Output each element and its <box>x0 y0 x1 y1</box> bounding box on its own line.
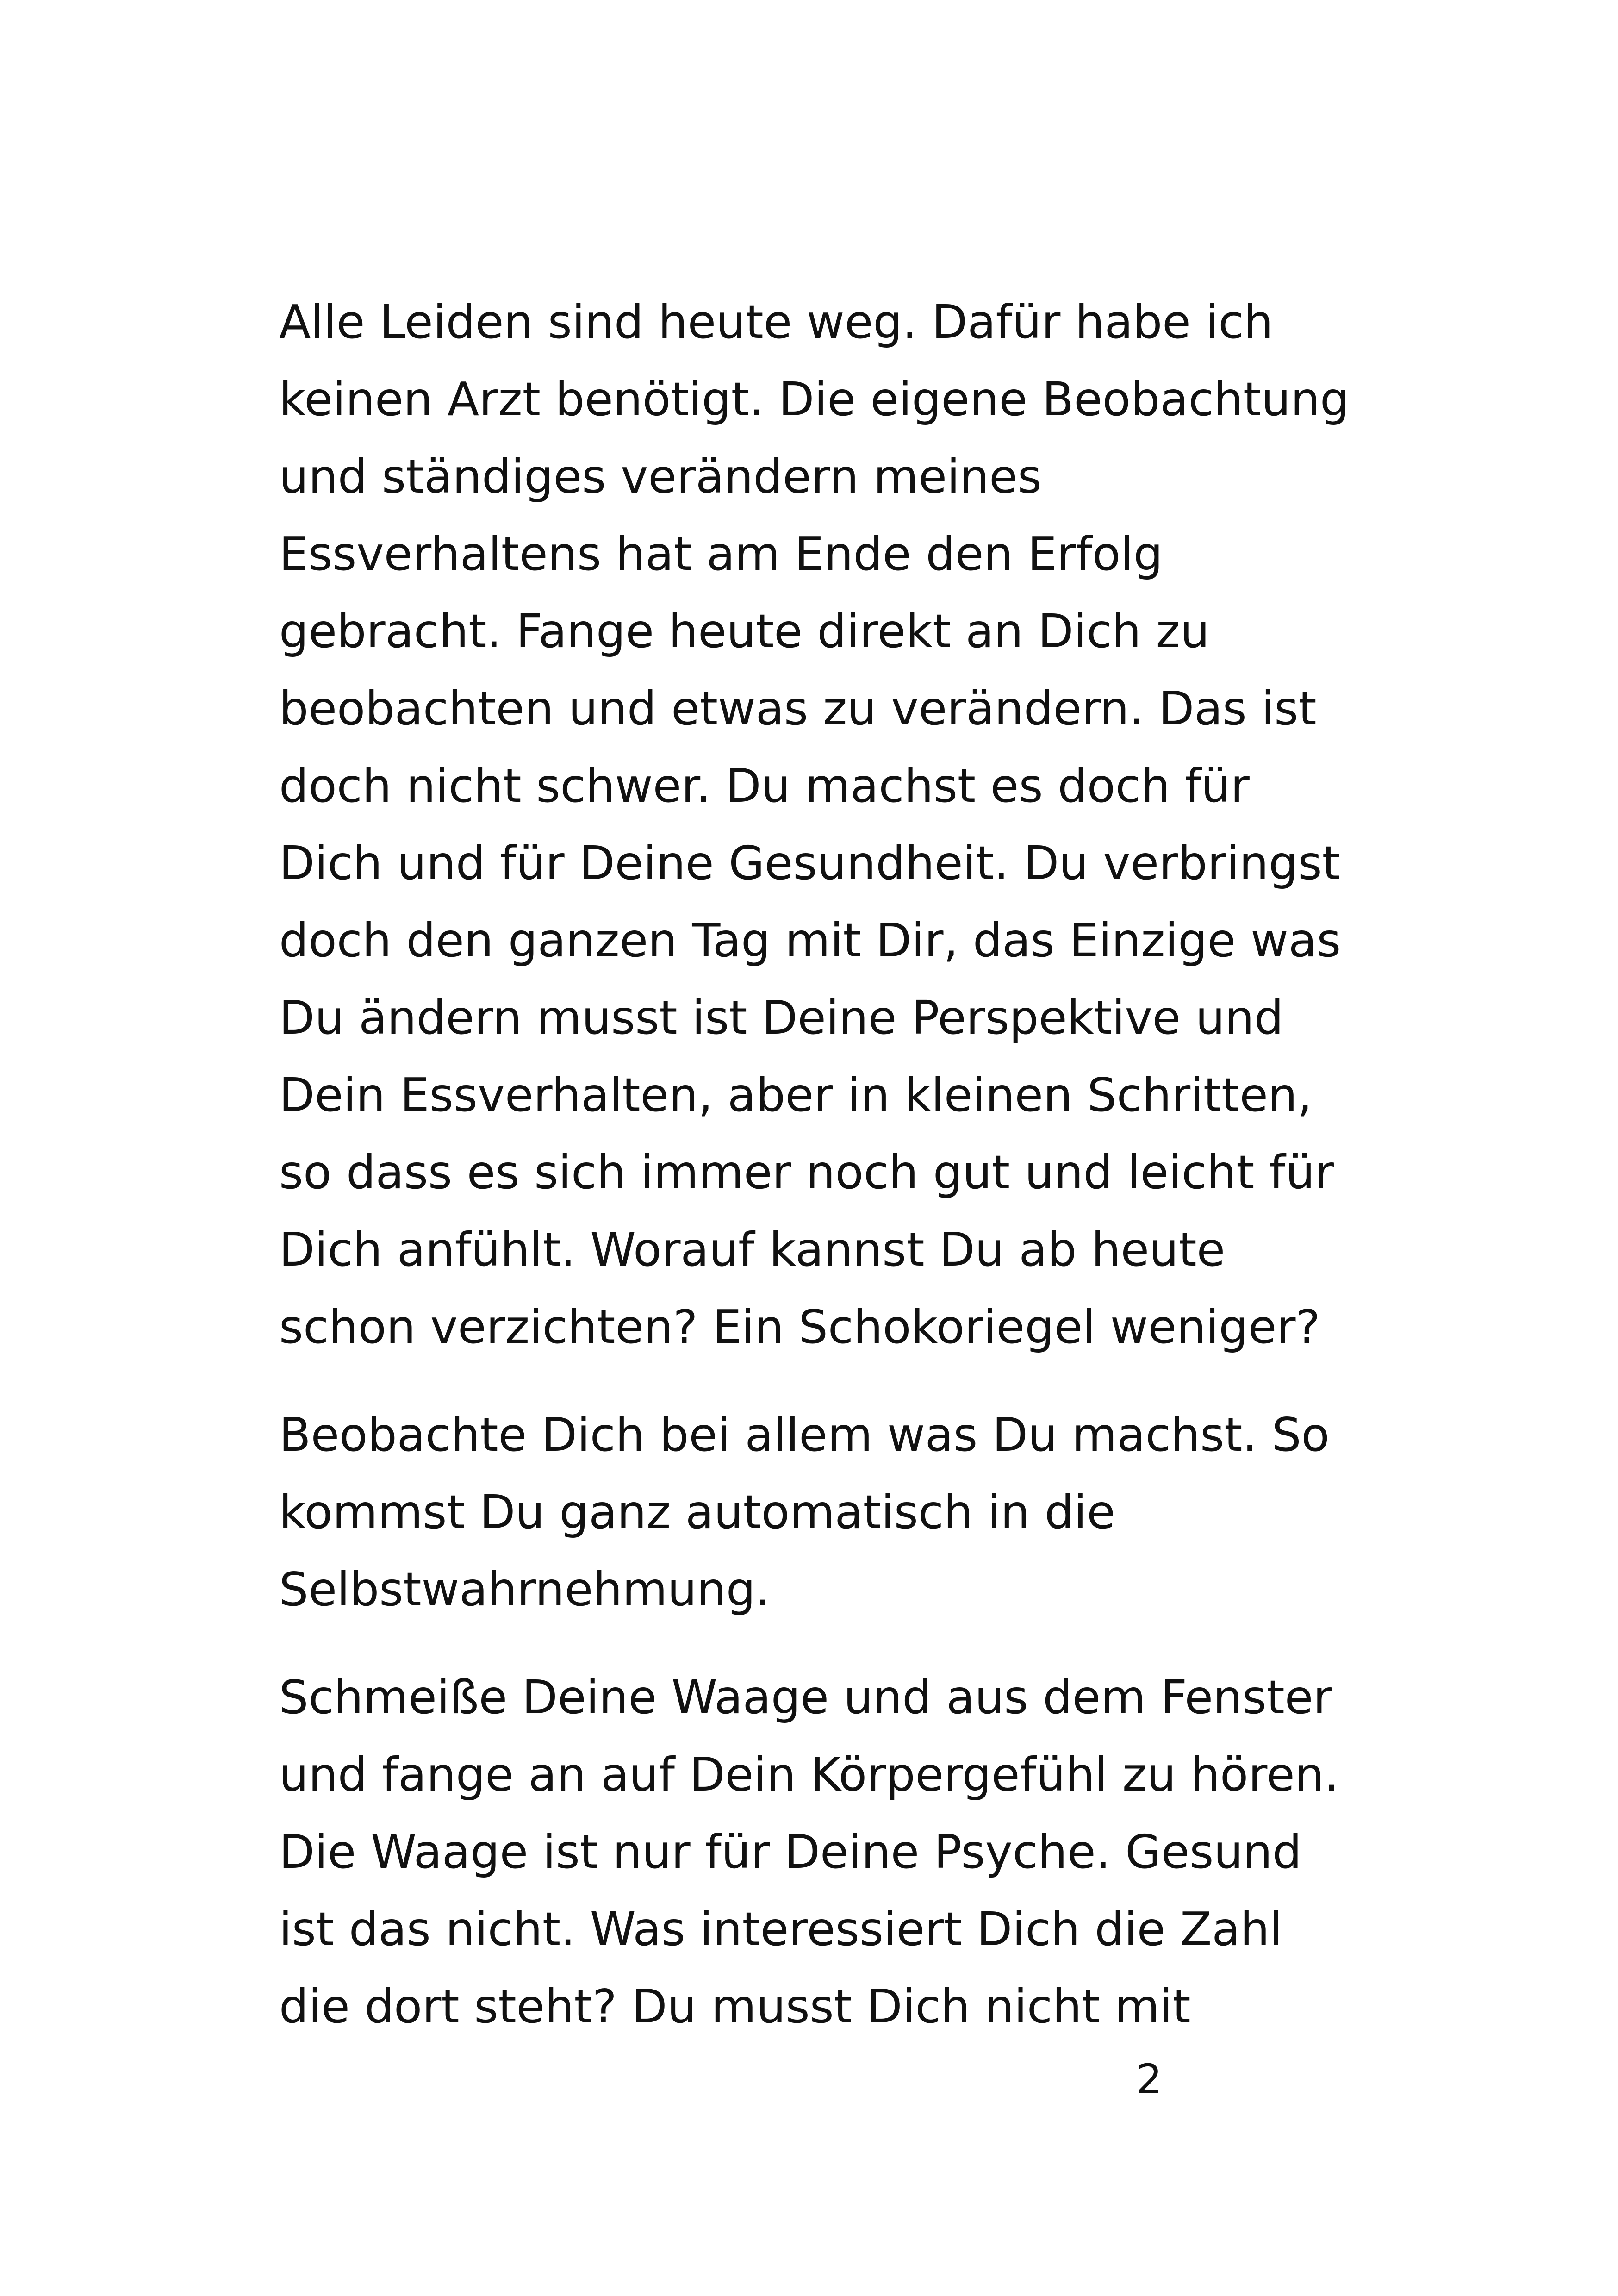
text-line: gebracht. Fange heute direkt an Dich zu <box>279 604 1210 658</box>
text-line: Beobachte Dich bei allem was Du machst. So <box>279 1408 1330 1462</box>
text-line: und ständiges verändern meines <box>279 449 1042 504</box>
paragraph-2 <box>279 1396 1371 1628</box>
text-line: doch nicht schwer. Du machst es doch für <box>279 759 1250 813</box>
paragraph-1 <box>279 283 1371 1366</box>
text-line: ist das nicht. Was interessiert Dich die Zahl <box>279 1902 1282 1956</box>
text-column <box>279 283 1371 2045</box>
page-number: 2 <box>1136 2055 1162 2103</box>
text-line: und fange an auf Dein Körpergefühl zu hören. <box>279 1747 1339 1802</box>
text-line: so dass es sich immer noch gut und leicht für <box>279 1145 1334 1199</box>
text-line: Dich anfühlt. Worauf kannst Du ab heute <box>279 1223 1226 1277</box>
text-line: doch den ganzen Tag mit Dir, das Einzige was <box>279 913 1341 967</box>
text-line: keinen Arzt benötigt. Die eigene Beobachtung <box>279 372 1350 426</box>
text-line: Dich und für Deine Gesundheit. Du verbringst <box>279 836 1340 890</box>
text-line: schon verzichten? Ein Schokoriegel weniger? <box>279 1300 1320 1354</box>
text-line: kommst Du ganz automatisch in die <box>279 1485 1115 1539</box>
text-line: beobachten und etwas zu verändern. Das ist <box>279 681 1317 736</box>
text-line: Selbstwahrnehmung. <box>279 1562 771 1616</box>
text-line: Alle Leiden sind heute weg. Dafür habe ich <box>279 295 1273 349</box>
text-line: Schmeiße Deine Waage und aus dem Fenster <box>279 1670 1332 1724</box>
text-line: Du ändern musst ist Deine Perspektive und <box>279 991 1284 1045</box>
text-line: Essverhaltens hat am Ende den Erfolg <box>279 527 1163 581</box>
text-line: Die Waage ist nur für Deine Psyche. Gesund <box>279 1825 1302 1879</box>
text-line: die dort steht? Du musst Dich nicht mit <box>279 1979 1191 2034</box>
paragraph-3 <box>279 1659 1371 2045</box>
text-line: Dein Essverhalten, aber in kleinen Schritten, <box>279 1068 1313 1122</box>
